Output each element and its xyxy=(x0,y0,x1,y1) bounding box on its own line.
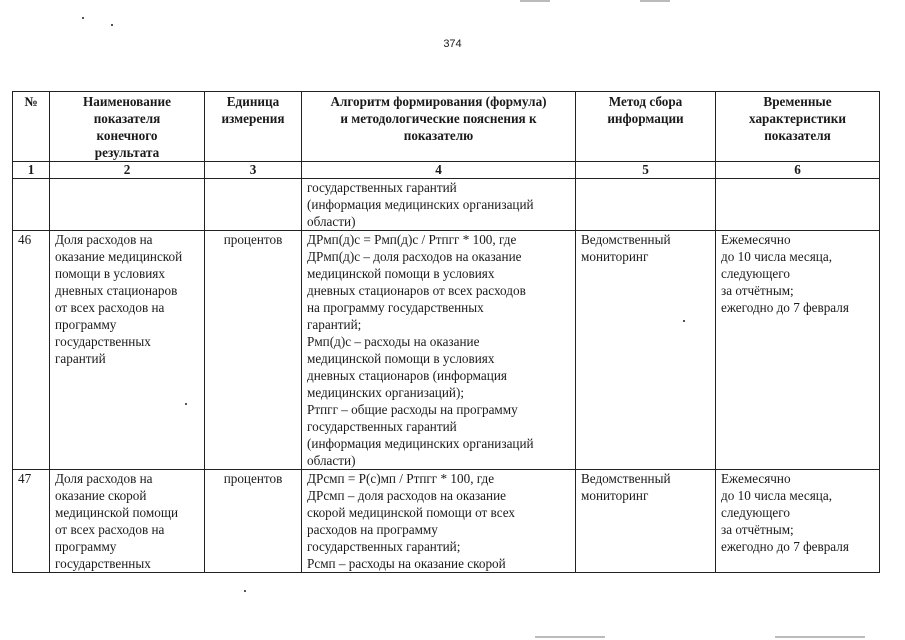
text-line: гарантий; xyxy=(307,317,362,332)
text-line: оказание медицинской xyxy=(55,249,183,264)
collection-method xyxy=(576,179,716,231)
text-line: измерения xyxy=(221,111,285,126)
table-row xyxy=(13,231,880,470)
text-line: результата xyxy=(94,145,160,160)
indicator-name xyxy=(50,179,205,231)
text-line: государственных гарантий xyxy=(307,180,457,195)
text-line: (информация медицинских организаций xyxy=(307,197,534,212)
text-line: ДРсмп – доля расходов на оказание xyxy=(307,488,506,503)
text-line: Ведомственный xyxy=(581,471,671,486)
text-line: медицинской помощи в условиях xyxy=(307,266,495,281)
text-line: Ежемесячно xyxy=(721,232,791,247)
column-number: 4 xyxy=(302,162,576,179)
indicator-table xyxy=(12,91,880,573)
text-line: ежегодно до 7 февраля xyxy=(721,539,849,554)
text-line: государственных гарантий; xyxy=(307,539,461,554)
text-line: медицинской помощи в условиях xyxy=(307,351,495,366)
text-line: на программу государственных xyxy=(307,300,484,315)
text-line: медицинской помощи xyxy=(55,505,179,520)
scan-speck xyxy=(185,403,187,405)
row-number: 46 xyxy=(13,231,50,470)
text-line: ДРмп(д)с – доля расходов на оказание xyxy=(307,249,522,264)
column-number-row xyxy=(13,162,880,179)
header-unit xyxy=(205,92,302,162)
text-line: дневных стационаров (информация xyxy=(307,368,507,383)
header-indicator-name xyxy=(50,92,205,162)
header-method xyxy=(576,92,716,162)
text-line: за отчётным; xyxy=(721,283,794,298)
collection-method xyxy=(576,470,716,573)
text-line: оказание скорой xyxy=(55,488,147,503)
scan-edge-mark xyxy=(535,636,605,638)
text-line: ежегодно до 7 февраля xyxy=(721,300,849,315)
text-line: Ртпгг – общие расходы на программу xyxy=(307,402,518,417)
text-line: помощи в условиях xyxy=(55,266,165,281)
text-line: программу xyxy=(55,317,117,332)
text-line: показателя xyxy=(764,128,831,143)
unit: процентов xyxy=(205,470,302,573)
text-line: медицинских организаций); xyxy=(307,385,465,400)
text-line: дневных стационаров от всех расходов xyxy=(307,283,526,298)
algorithm xyxy=(302,179,576,231)
header-number xyxy=(13,92,50,162)
text-line: за отчётным; xyxy=(721,522,794,537)
row-number: 47 xyxy=(13,470,50,573)
timing xyxy=(716,179,880,231)
text-line: области) xyxy=(307,453,356,468)
text-line: Доля расходов на xyxy=(55,232,153,247)
text-line: показателю xyxy=(403,128,474,143)
text-line: государственных xyxy=(55,556,151,571)
text-line: Временные xyxy=(763,94,832,109)
text-line: Рсмп – расходы на оказание скорой xyxy=(307,556,506,571)
text-line: области) xyxy=(307,214,356,229)
text-line: до 10 числа месяца, xyxy=(721,488,833,503)
text-line: (информация медицинских организаций xyxy=(307,436,534,451)
text-line: от всех расходов на xyxy=(55,522,165,537)
header-timing xyxy=(716,92,880,162)
text-line: гарантий xyxy=(55,351,106,366)
text-line: следующего xyxy=(721,266,790,281)
column-number: 2 xyxy=(50,162,205,179)
collection-method xyxy=(576,231,716,470)
column-number: 5 xyxy=(576,162,716,179)
scan-edge-mark xyxy=(640,0,670,2)
text-line: дневных стационаров xyxy=(55,283,178,298)
text-line: Рмп(д)с – расходы на оказание xyxy=(307,334,480,349)
text-line: Наименование xyxy=(83,94,171,109)
row-number xyxy=(13,179,50,231)
timing xyxy=(716,231,880,470)
text-line: программу xyxy=(55,539,117,554)
text-line: ДРмп(д)с = Рмп(д)с / Ртпгг * 100, где xyxy=(307,232,517,247)
indicator-name xyxy=(50,470,205,573)
algorithm xyxy=(302,231,576,470)
text-line: следующего xyxy=(721,505,790,520)
header-row xyxy=(13,92,880,162)
scan-speck xyxy=(111,24,113,26)
text-line: и методологические пояснения к xyxy=(340,111,537,126)
text-line: до 10 числа месяца, xyxy=(721,249,833,264)
scan-speck xyxy=(244,590,246,592)
text-line: скорой медицинской помощи от всех xyxy=(307,505,515,520)
text-line: от всех расходов на xyxy=(55,300,165,315)
text-line: характеристики xyxy=(749,111,846,126)
unit xyxy=(205,179,302,231)
page-number: 374 xyxy=(443,38,462,50)
text-line: расходов на программу xyxy=(307,522,438,537)
indicator-name xyxy=(50,231,205,470)
text-line: Единица xyxy=(226,94,280,109)
text-line: Алгоритм формирования (формула) xyxy=(330,94,547,109)
text-line: Метод сбора xyxy=(608,94,683,109)
scan-speck xyxy=(82,17,84,19)
unit: процентов xyxy=(205,231,302,470)
text-line: мониторинг xyxy=(581,488,649,503)
text-line: № xyxy=(24,94,38,109)
scan-edge-mark xyxy=(775,636,865,638)
text-line: Доля расходов на xyxy=(55,471,153,486)
header-algorithm xyxy=(302,92,576,162)
text-line: государственных гарантий xyxy=(307,419,457,434)
column-number: 1 xyxy=(13,162,50,179)
scan-speck xyxy=(683,320,685,322)
text-line: информации xyxy=(607,111,684,126)
text-line: показателя xyxy=(93,111,161,126)
table-row xyxy=(13,470,880,573)
text-line: конечного xyxy=(96,128,158,143)
text-line: государственных xyxy=(55,334,151,349)
table-row xyxy=(13,179,880,231)
scan-edge-mark xyxy=(520,0,550,2)
text-line: Ежемесячно xyxy=(721,471,791,486)
text-line: мониторинг xyxy=(581,249,649,264)
column-number: 6 xyxy=(716,162,880,179)
algorithm xyxy=(302,470,576,573)
text-line: Ведомственный xyxy=(581,232,671,247)
timing xyxy=(716,470,880,573)
column-number: 3 xyxy=(205,162,302,179)
text-line: ДРсмп = Р(с)мп / Ртпгг * 100, где xyxy=(307,471,495,486)
